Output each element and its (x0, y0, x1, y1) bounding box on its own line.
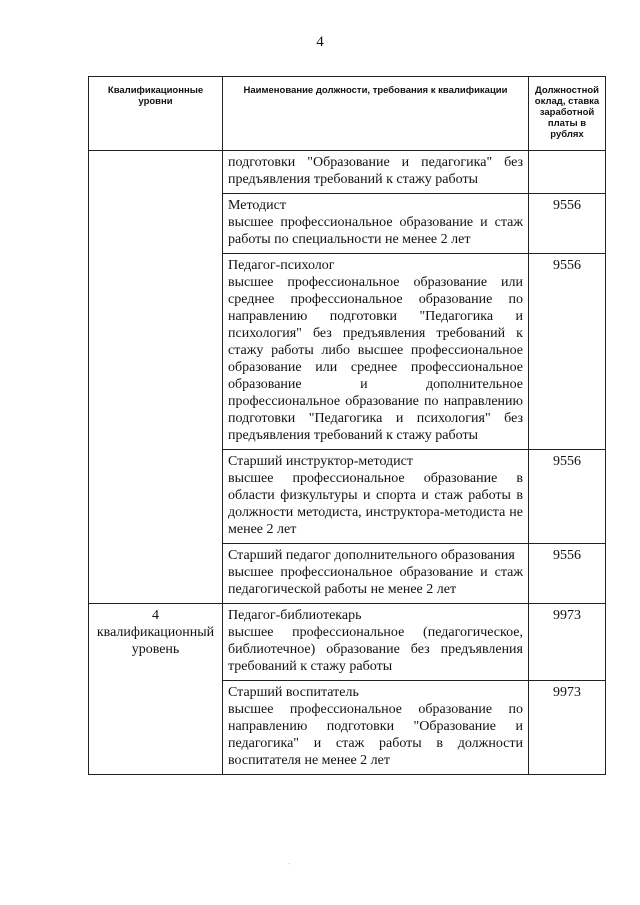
qualification-level-cell (89, 151, 223, 604)
position-requirements: высшее профессиональное образование и стаж педагогической работы не менее 2 лет (228, 565, 523, 597)
salary-cell: 9973 (529, 681, 606, 775)
qualification-table (88, 76, 606, 775)
position-requirements: высшее профессиональное (педагогическое, библиотечное) образование без предъявления требований к стажу работы (228, 625, 523, 674)
position-cell (223, 544, 529, 604)
header-position-requirements: Наименование должности, требования к квалификации (223, 77, 529, 151)
position-cell (223, 450, 529, 544)
page-number: 4 (316, 34, 324, 50)
salary-cell: 9556 (529, 194, 606, 254)
position-cell (223, 151, 529, 194)
position-requirements: высшее профессиональное образование или среднее профессиональное образование по направлению подготовки "Педагогика и психология" без предъявления требований к стажу работы либо высшее профессиональное образование или среднее профессиональное образование и дополнительное профессиональное образование по направлению подготовки "Педагогика и психология" без предъявления требований к стажу работы (228, 275, 523, 443)
position-cell (223, 604, 529, 681)
salary-cell: 9973 (529, 604, 606, 681)
table-header-row (89, 77, 606, 151)
table-row (89, 151, 606, 194)
header-qualification-levels: Квалификационные уровни (89, 77, 223, 151)
position-cell (223, 194, 529, 254)
position-title: Старший воспитатель (228, 685, 359, 700)
position-title: Старший инструктор-методист (228, 454, 413, 469)
header-salary: Должностной оклад, ставка заработной платы в рублях (529, 77, 606, 151)
position-title: Педагог-психолог (228, 258, 335, 273)
salary-cell (529, 151, 606, 194)
table-body (89, 151, 606, 775)
position-requirements: высшее профессиональное образование в области физкультуры и спорта и стаж работы в должности методиста, инструктора-методиста не менее 2 лет (228, 471, 523, 537)
position-title: Методист (228, 198, 286, 213)
position-title: Педагог-библиотекарь (228, 608, 362, 623)
position-title: Старший педагог дополнительного образования (228, 548, 515, 563)
salary-cell: 9556 (529, 254, 606, 450)
table-row (89, 604, 606, 681)
position-cell (223, 681, 529, 775)
position-requirements: высшее профессиональное образование по направлению подготовки "Образование и педагогика" и стаж работы в должности воспитателя не менее 2 лет (228, 702, 523, 768)
position-requirements: подготовки "Образование и педагогика" без предъявления требований к стажу работы (228, 155, 523, 187)
salary-cell: 9556 (529, 544, 606, 604)
scan-mark: ` (288, 862, 291, 871)
qualification-level-cell: 4 квалификационный уровень (89, 604, 223, 775)
position-cell (223, 254, 529, 450)
salary-cell: 9556 (529, 450, 606, 544)
position-requirements: высшее профессиональное образование и стаж работы по специальности не менее 2 лет (228, 215, 523, 247)
